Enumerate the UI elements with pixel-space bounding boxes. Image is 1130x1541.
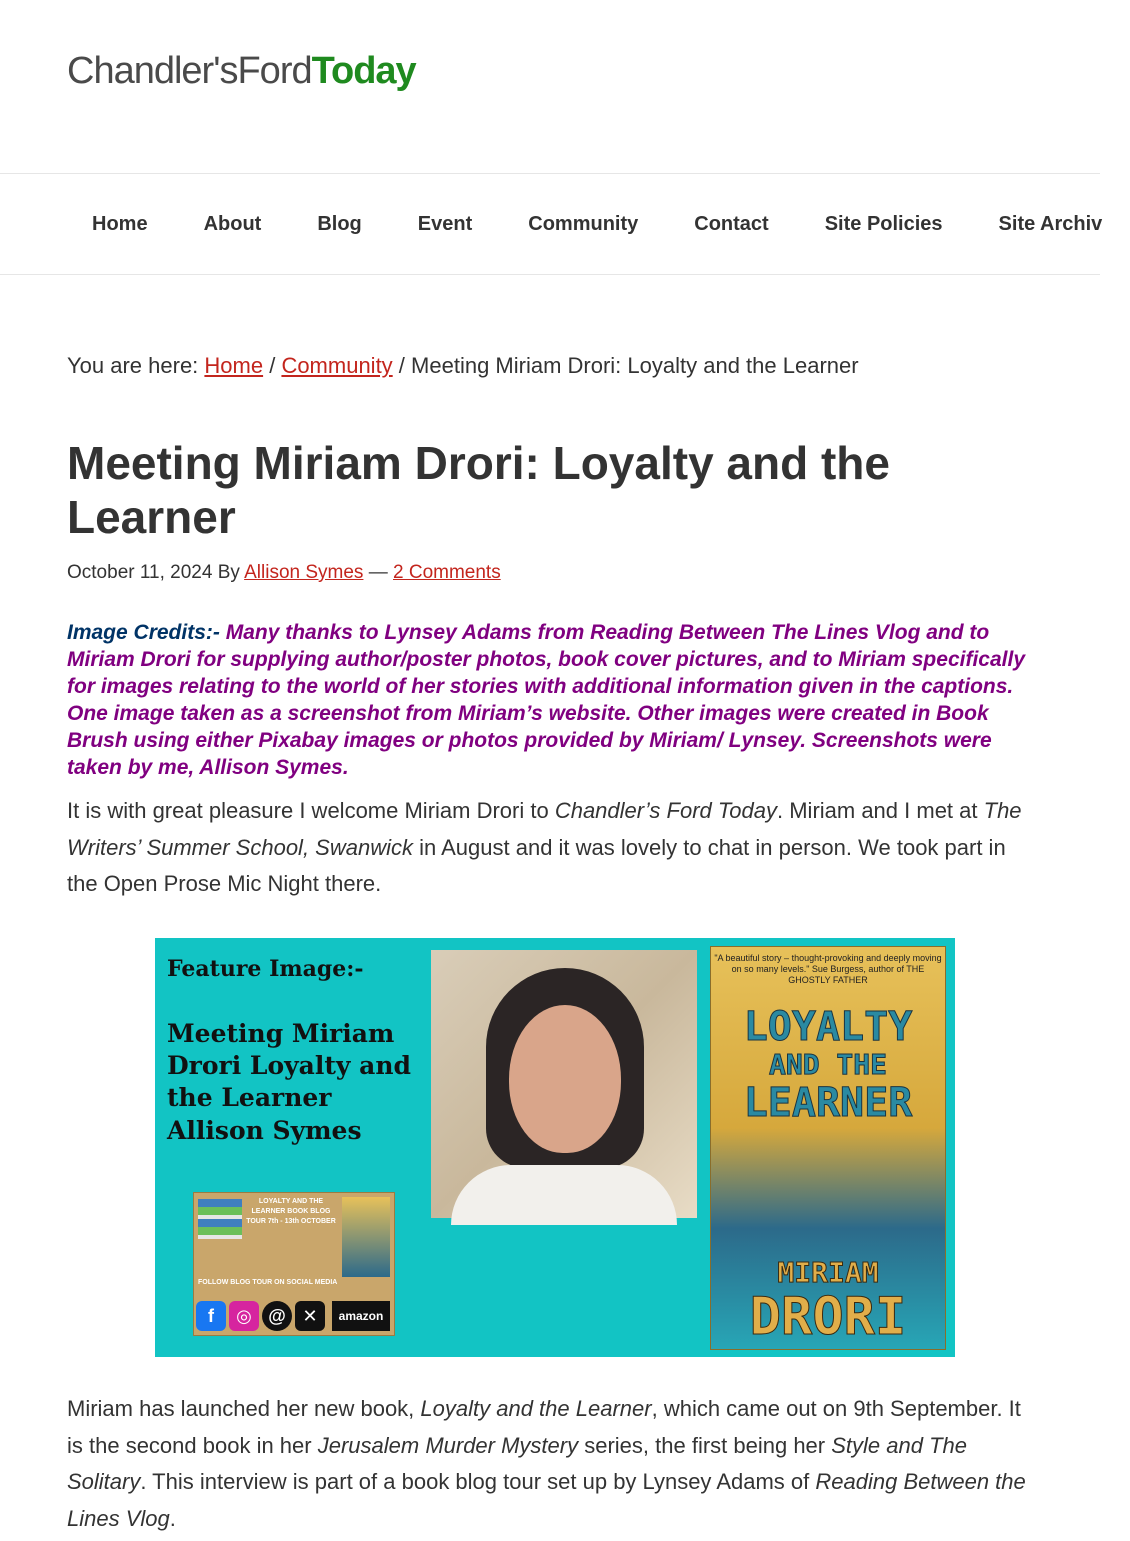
author-link[interactable]: Allison Symes — [244, 562, 364, 583]
cover-author-last: DRORI — [749, 1287, 907, 1347]
image-credits-text: Many thanks to Lynsey Adams from Reading Between The Lines Vlog and to Miriam Drori for supplying author/poster photos, book cover pictures, and to Miriam specifically for images relating to the world of her stories with additional information given in the captions. One image taken as a screenshot from Miriam’s website. Other images were created in Book Brush using either Pixabay images or photos provided by Miriam/ Lynsey. Screenshots were taken by me, Allison Symes. — [67, 621, 1025, 779]
text-run-italic: Style and The Solitary — [67, 1432, 967, 1494]
feature-label: Feature Image:- — [167, 956, 364, 982]
article-title: Meeting Miriam Drori: Loyalty and the Learner — [67, 437, 890, 543]
instagram-icon: ◎ — [229, 1301, 259, 1331]
text-run: It is with great pleasure I welcome Miriam Drori to — [67, 798, 555, 823]
nav-item-about[interactable]: About — [203, 213, 262, 235]
books-stack-image — [198, 1199, 242, 1239]
image-credits — [67, 619, 1047, 781]
photo-face — [509, 1005, 621, 1153]
tour-poster-text: LOYALTY AND THE LEARNER BOOK BLOG TOUR 7th - 13th OCTOBER — [246, 1198, 336, 1225]
feature-title: Meeting Miriam Drori Loyalty and the Learner — [167, 1019, 412, 1112]
post-date: October 11, 2024 — [67, 562, 213, 583]
mini-book-cover — [342, 1197, 390, 1277]
social-icons — [196, 1301, 325, 1331]
logo-part-chandlers: Chandler's — [67, 50, 238, 92]
author-photo — [431, 950, 697, 1218]
article-meta — [67, 562, 501, 584]
facebook-icon: f — [196, 1301, 226, 1331]
text-run-italic: The Writers’ Summer School, Swanwick — [67, 798, 1022, 860]
nav-item-contact[interactable]: Contact — [694, 213, 769, 235]
breadcrumb-separator: / — [392, 353, 412, 378]
feature-image — [155, 938, 955, 1373]
text-run-italic: Reading Between the Lines Vlog — [67, 1469, 1026, 1531]
breadcrumb-separator: / — [263, 353, 282, 378]
breadcrumb-link-home[interactable]: Home — [204, 353, 264, 378]
x-icon: ✕ — [295, 1301, 325, 1331]
nav-item-event[interactable]: Event — [417, 213, 473, 235]
text-run: , which came out on 9th September. It is the second book in her — [67, 1396, 1021, 1458]
nav-item-home[interactable]: Home — [92, 213, 148, 235]
breadcrumb-link-community[interactable]: Community — [281, 353, 393, 378]
site-logo[interactable] — [67, 50, 416, 93]
cover-title-line3: LEARNER — [743, 1080, 913, 1126]
breadcrumb-current: Meeting Miriam Drori: Loyalty and the Learner — [411, 353, 859, 378]
text-run: series, the first being her — [578, 1432, 832, 1458]
nav-item-site-archive[interactable]: Site Archiv — [998, 213, 1103, 235]
book-cover — [710, 946, 946, 1373]
cover-series: A JERUSALEM MURDER MYSTERY — [740, 1363, 916, 1373]
meta-dash: — — [363, 562, 393, 583]
feature-author: Allison Symes — [167, 1116, 362, 1145]
cover-quote: "A beautiful story – thought-provoking and deeply moving on so many levels." Sue Burgess, author of THE GHOSTLY FATHER — [714, 953, 942, 985]
text-run: . Miriam and I met at — [777, 798, 984, 823]
image-credits-lead: Image Credits:- — [67, 621, 226, 644]
logo-part-today: Today — [311, 50, 416, 92]
photo-shirt — [451, 1165, 677, 1225]
text-run-italic: Jerusalem Murder Mystery — [317, 1432, 579, 1458]
nav-item-community[interactable]: Community — [528, 213, 639, 235]
breadcrumb-prefix: You are here: — [67, 353, 205, 378]
nav-item-blog[interactable]: Blog — [317, 213, 362, 235]
tour-follow-text: FOLLOW BLOG TOUR ON SOCIAL MEDIA — [198, 1279, 338, 1286]
text-run-italic: Loyalty and the Learner — [420, 1396, 652, 1421]
text-run: in August and it was lovely to chat in person. We took part in the Open Prose Mic Night there. — [67, 834, 1006, 896]
threads-icon: @ — [262, 1301, 292, 1331]
cover-author-first: MIRIAM — [777, 1256, 879, 1289]
text-run: . This interview is part of a book blog tour set up by Lynsey Adams of — [140, 1469, 816, 1494]
amazon-badge: amazon — [332, 1301, 390, 1331]
logo-part-ford: Ford — [237, 50, 312, 92]
text-run: . — [169, 1505, 176, 1531]
breadcrumb — [67, 353, 859, 379]
cover-title-line2: AND THE — [768, 1048, 887, 1081]
cover-title-line1: LOYALTY — [743, 1004, 913, 1050]
text-run: Miriam has launched her new book, — [67, 1396, 421, 1421]
text-run-italic: Chandler’s Ford Today — [554, 798, 777, 823]
nav-item-site-policies[interactable]: Site Policies — [824, 213, 943, 235]
main-navigation — [0, 173, 1103, 275]
intro-paragraph — [67, 793, 1027, 903]
blog-tour-poster — [193, 1192, 395, 1336]
byline-by: By — [212, 562, 245, 583]
comments-link[interactable]: 2 Comments — [393, 562, 501, 583]
book-paragraph — [67, 1391, 1027, 1537]
